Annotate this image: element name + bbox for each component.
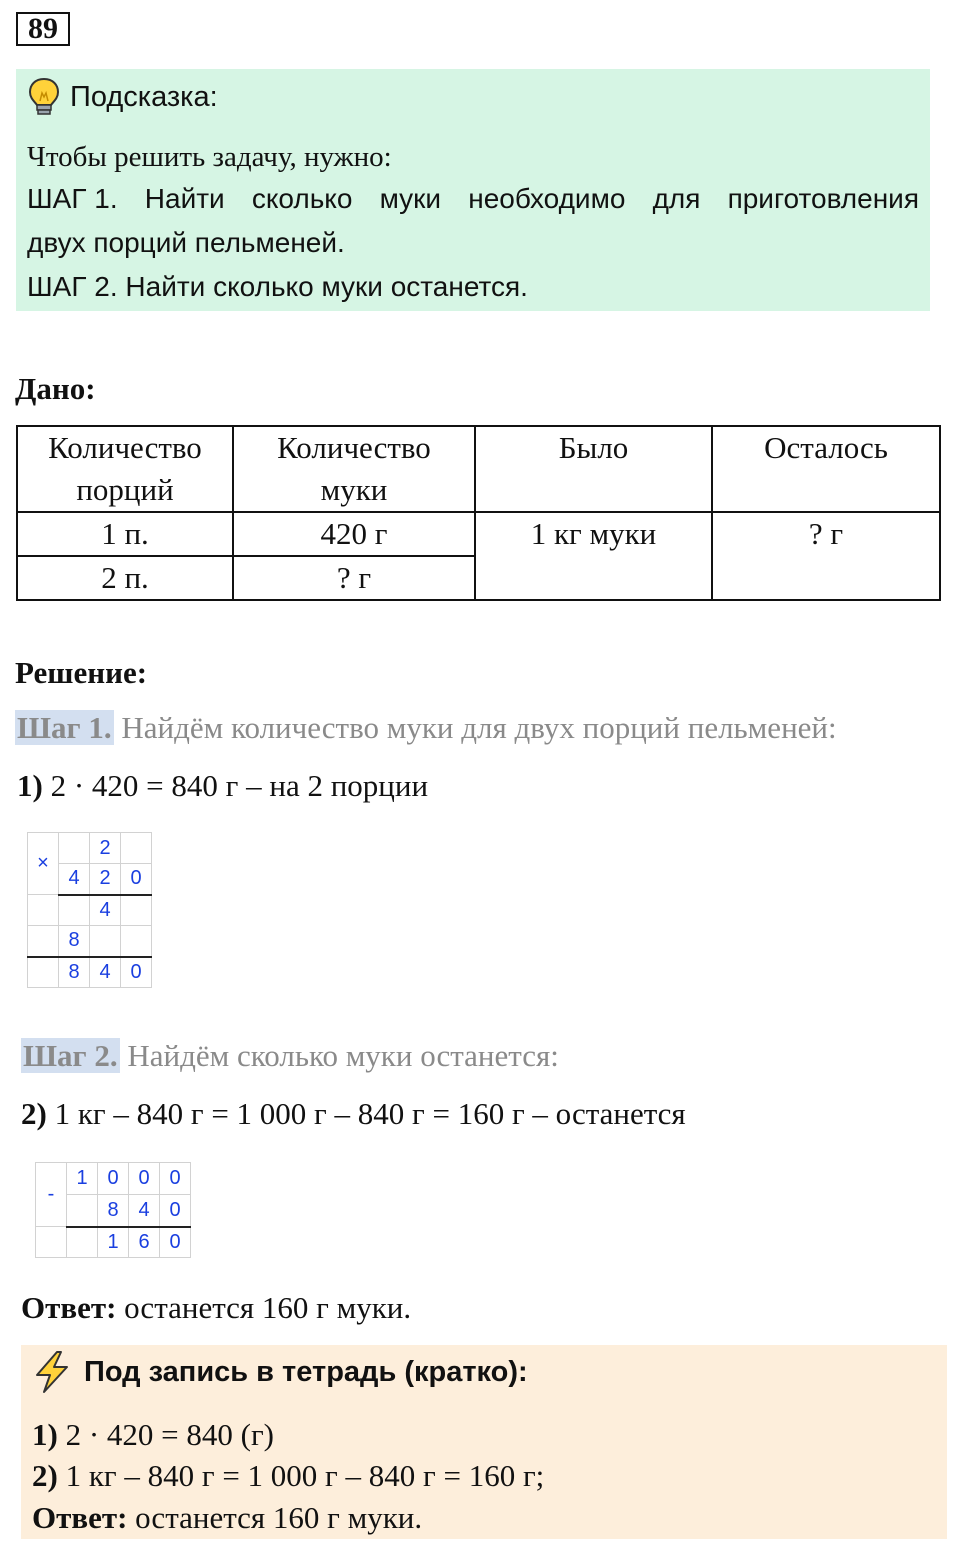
step1-heading [15, 710, 837, 746]
header-flour [233, 426, 475, 512]
grid-cell: 0 [160, 1227, 191, 1258]
grid-cell [121, 833, 152, 864]
grid-cell: 1 [67, 1163, 98, 1195]
step2-heading [21, 1038, 559, 1074]
task-number: 89 [16, 12, 70, 46]
cell-had: 1 кг муки [475, 512, 712, 600]
hint-step2 [27, 271, 528, 303]
hint-step1-line1 [27, 183, 919, 215]
hint-step2-text: Найти сколько муки останется. [125, 271, 528, 302]
grid-cell [59, 895, 90, 926]
grid-cell [90, 926, 121, 957]
hint-header [28, 77, 218, 117]
grid-cell [36, 1227, 67, 1258]
header-text: Количество [277, 430, 431, 465]
solution-title: Решение: [15, 655, 148, 690]
grid-cell [59, 833, 90, 864]
notebook-answer-text: останется 160 г муки. [135, 1500, 423, 1535]
header-text: Количество [48, 430, 202, 465]
notebook-answer [32, 1500, 422, 1536]
grid-cell: 6 [129, 1227, 160, 1258]
grid-cell: 0 [121, 957, 152, 988]
grid-cell: 8 [98, 1195, 129, 1227]
step2-equation: 1 кг – 840 г = 1 000 г – 840 г = 160 г – останется [54, 1096, 686, 1131]
step2-eq-label: 2) [21, 1096, 47, 1131]
grid-cell: 4 [59, 864, 90, 895]
grid-cell: 0 [160, 1195, 191, 1227]
notebook-line2 [32, 1458, 544, 1494]
grid-cell [67, 1227, 98, 1258]
cell-portions: 1 п. [17, 512, 233, 556]
cell-portions: 2 п. [17, 556, 233, 600]
grid-cell: 0 [160, 1163, 191, 1195]
notebook-line1-text: 2 · 420 = 840 (г) [65, 1417, 274, 1452]
hint-word: Найти [144, 183, 225, 214]
header-text: порций [76, 472, 174, 507]
step2-text: Найдём сколько муки останется: [127, 1038, 559, 1073]
hint-word: муки [379, 183, 442, 214]
header-portions [17, 426, 233, 512]
hint-word: сколько [251, 183, 353, 214]
minus-operator: - [36, 1163, 67, 1227]
multiply-operator: × [28, 833, 59, 895]
answer-line [21, 1290, 411, 1326]
grid-cell: 4 [90, 957, 121, 988]
grid-cell: 4 [90, 895, 121, 926]
answer-text: останется 160 г муки. [124, 1290, 412, 1325]
hint-word: необходимо [468, 183, 626, 214]
lightbulb-icon [28, 77, 60, 117]
step1-eq-label: 1) [17, 768, 43, 803]
step1-equation: 2 · 420 = 840 г – на 2 порции [50, 768, 429, 803]
cell-flour: ? г [233, 556, 475, 600]
notebook-header [30, 1350, 528, 1394]
cell-left: ? г [712, 512, 940, 600]
grid-cell: 1 [98, 1227, 129, 1258]
hint-step1-line2: двух порций пельменей. [27, 227, 345, 258]
grid-cell: 0 [129, 1163, 160, 1195]
notebook-answer-label: Ответ: [32, 1500, 128, 1535]
given-table [16, 425, 941, 601]
grid-cell: 0 [121, 864, 152, 895]
step2-equation-line [21, 1096, 686, 1132]
step2-label: Шаг 2. [23, 1038, 118, 1073]
notebook-title: Под запись в тетрадь (кратко): [84, 1355, 528, 1388]
multiplication-grid [27, 832, 152, 988]
notebook-line2-text: 1 кг – 840 г = 1 000 г – 840 г = 160 г; [65, 1458, 545, 1493]
hint-word: для [652, 183, 701, 214]
answer-label: Ответ: [21, 1290, 117, 1325]
grid-cell [121, 895, 152, 926]
hint-step1-label: ШАГ 1. [27, 183, 118, 214]
cell-flour: 420 г [233, 512, 475, 556]
notebook-line1-label: 1) [32, 1417, 58, 1452]
step1-equation-line [17, 768, 428, 804]
step1-text: Найдём количество муки для двух порций пельменей: [121, 710, 837, 745]
subtraction-grid [35, 1162, 191, 1258]
hint-word: приготовления [727, 183, 919, 214]
header-text: муки [320, 472, 388, 507]
hint-step2-label: ШАГ 2. [27, 271, 118, 302]
grid-cell: 8 [59, 926, 90, 957]
grid-cell [28, 957, 59, 988]
lightning-icon [30, 1350, 74, 1394]
grid-cell [121, 926, 152, 957]
hint-intro: Чтобы решить задачу, нужно: [27, 141, 392, 173]
grid-cell: 2 [90, 864, 121, 895]
notebook-line2-label: 2) [32, 1458, 58, 1493]
header-left: Осталось [712, 426, 940, 512]
grid-cell: 2 [90, 833, 121, 864]
step1-label: Шаг 1. [17, 710, 112, 745]
notebook-line1 [32, 1417, 274, 1453]
grid-cell: 4 [129, 1195, 160, 1227]
given-title: Дано: [15, 371, 96, 406]
grid-cell [28, 926, 59, 957]
hint-title: Подсказка: [70, 80, 218, 113]
grid-cell [28, 895, 59, 926]
header-had: Было [475, 426, 712, 512]
grid-cell: 0 [98, 1163, 129, 1195]
grid-cell [67, 1195, 98, 1227]
grid-cell: 8 [59, 957, 90, 988]
